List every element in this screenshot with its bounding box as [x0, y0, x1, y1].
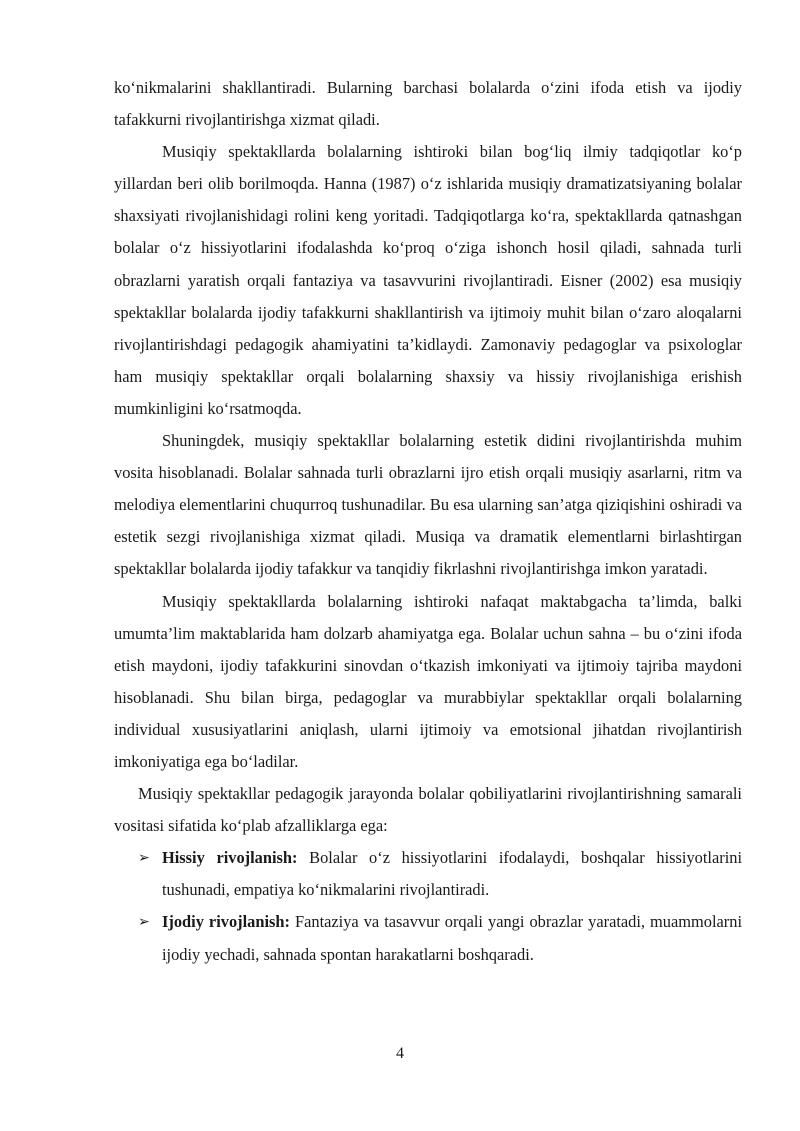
paragraph-participation: Musiqiy spektakllarda bolalarning ishtiroki nafaqat maktabgacha ta’limda, balki umumta’lim maktablarida ham dolzarb ahamiyatga ega. Bolalar uchun sahna – bu o‘zini ifoda etish maydoni, ijodiy tafakkurini sinovdan o‘tkazish imkoniyati va ijtimoiy tajriba maydoni hisoblanadi. Shu bilan birga, pedagoglar va murabbiylar spektakllar orqali bolalarning individual xususiyatlarini aniqlash, ularni ijtimoiy va emotsional jihatdan rivojlantirish imkoniyatiga ega bo‘ladilar. — [114, 591, 742, 771]
list-item — [114, 842, 742, 906]
list-item — [114, 906, 742, 970]
paragraph-continuation: ko‘nikmalarini shakllantiradi. Bularning barchasi bolalarda o‘zini ifoda etish va ijodiy tafakkurni rivojlantirishga xizmat qiladi. — [114, 78, 742, 130]
arrow-right-icon: ➢ — [138, 914, 150, 931]
document-page — [114, 72, 742, 971]
list-item-text: Bolalar o‘z hissiyotlarini ifodalaydi, boshqalar hissiyotlarini tushunadi, empatiya ko‘nikmalarini rivojlantiradi. — [162, 848, 743, 900]
list-item-term: Hissiy rivojlanish: — [162, 848, 298, 868]
paragraph-aesthetic: Shuningdek, musiqiy spektakllar bolalarning estetik didini rivojlantirishda muhim vosita hisoblanadi. Bolalar sahnada turli obrazlarni ijro etish orqali musiqiy asarlarni, ritm va melodiya elementlarini chuqurroq tushunadilar. Bu esa ularning san’atga qiziqishini oshiradi va estetik sezgi rivojlanishiga xizmat qiladi. Musiqa va dramatik elementlarni birlashtirgan spektakllar bolalarda ijodiy tafakkur va tanqidiy fikrlashni rivojlantirishga imkon yaratadi. — [114, 431, 742, 579]
list-item-text: Fantaziya va tasavvur orqali yangi obrazlar yaratadi, muammolarni ijodiy yechadi, sahnada spontan harakatlarni boshqaradi. — [162, 912, 742, 964]
list-item-term: Ijodiy rivojlanish: — [162, 912, 290, 932]
paragraph-research: Musiqiy spektakllarda bolalarning ishtiroki bilan bog‘liq ilmiy tadqiqotlar ko‘p yillardan beri olib borilmoqda. Hanna (1987) o‘z ishlarida musiqiy dramatizatsiyaning bolalar shaxsiyati rivojlanishidagi rolini keng yoritadi. Tadqiqotlarga ko‘ra, spektakllarda qatnashgan bolalar o‘z hissiyotlarini ifodalashda ko‘proq o‘ziga ishonch hosil qiladi, sahnada turli obrazlarni yaratish orqali fantaziya va tasavvurini rivojlantiradi. Eisner (2002) esa musiqiy spektakllar bolalarda ijodiy tafakkurni shakllantirish va ijtimoiy muhit bilan o‘zaro aloqalarni rivojlantirishdagi pedagogik ahamiyatini ta’kidlaydi. Zamonaviy pedagoglar va psixologlar ham musiqiy spektakllar orqali bolalarning shaxsiy va hissiy rivojlanishiga erishish mumkinligini ko‘rsatmoqda. — [114, 142, 742, 418]
paragraph-advantages-intro: Musiqiy spektakllar pedagogik jarayonda bolalar qobiliyatlarini rivojlantirishning samarali vositasi sifatida ko‘plab afzalliklarga ega: — [114, 784, 742, 836]
advantages-list — [114, 842, 742, 970]
arrow-right-icon: ➢ — [138, 850, 150, 867]
page-number: 4 — [396, 1045, 404, 1062]
